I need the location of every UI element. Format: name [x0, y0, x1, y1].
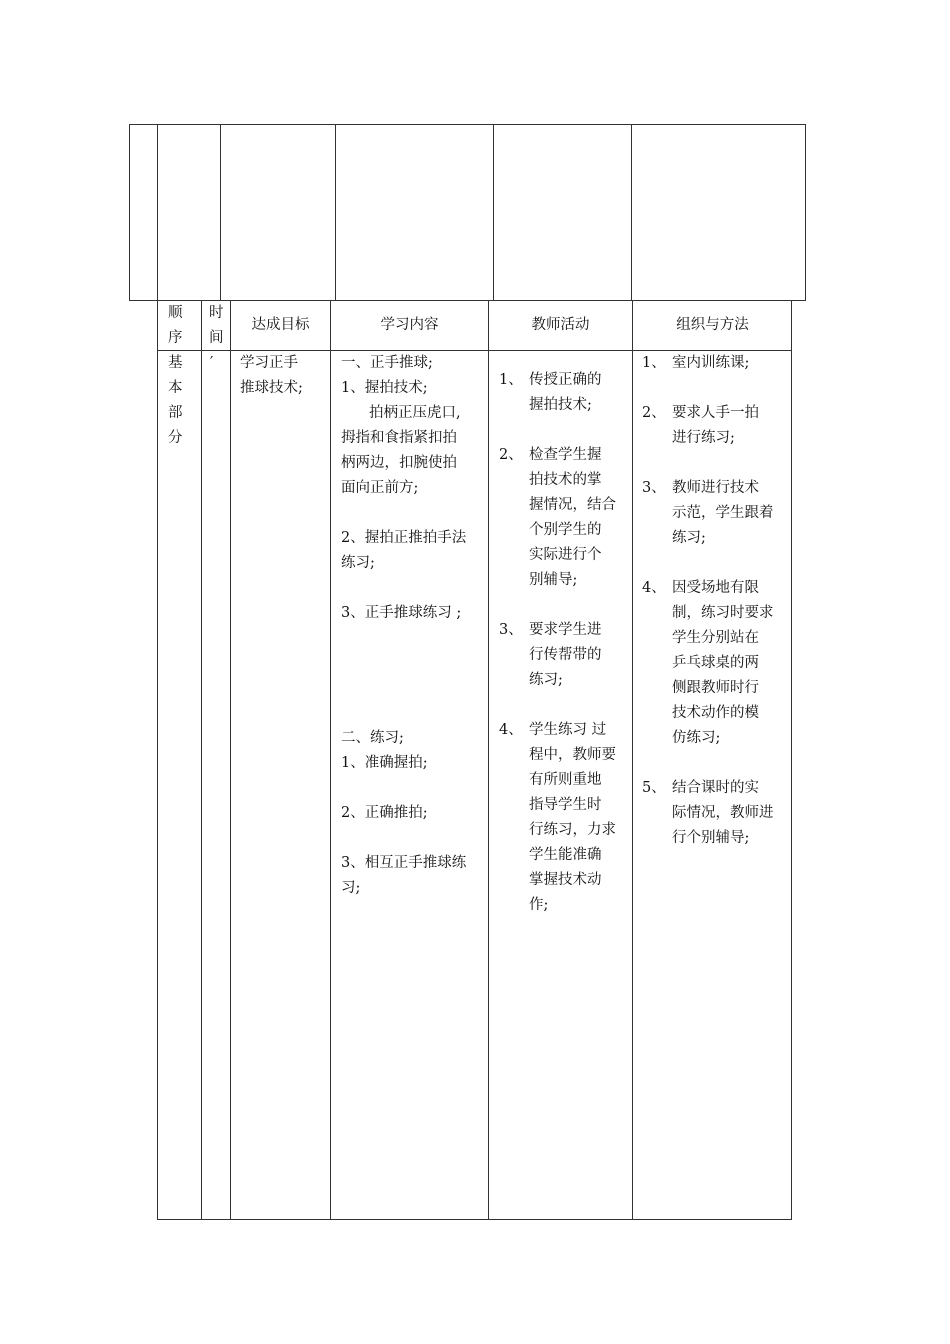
header-teacher: 教师活动	[531, 317, 590, 333]
upper-table-divider	[157, 124, 158, 301]
content-section-title: 一、正手推球;	[341, 355, 433, 371]
teacher-item: 2、 检查学生握 拍技术的掌 握情况，结合 个别学生的 实际进行个 别辅导;	[499, 447, 616, 588]
content-item: 3、相互正手推球练	[341, 855, 467, 871]
content-item: 2、正确推拍;	[341, 805, 428, 821]
teacher-item: 4、 学生练习 过 程中，教师要 有所则重地 指导学生时 行练习，力求 学生能准确 掌握技术动 作;	[499, 722, 616, 913]
teacher-item: 3、 要求学生进 行传帮带的 练习;	[499, 622, 602, 688]
content-item: 3、正手推球练习 ;	[341, 605, 462, 621]
content-item: 2、握拍正推拍手法	[341, 530, 467, 546]
order-cell: 基 本 部 分	[168, 355, 183, 446]
upper-table-divider	[493, 124, 494, 301]
content-desc: 拍柄正压虎口,	[369, 405, 461, 421]
upper-empty-table	[129, 124, 806, 301]
content-item: 1、握拍技术;	[341, 380, 428, 396]
content-cell	[341, 351, 483, 901]
column-divider	[632, 300, 633, 1220]
teacher-item: 1、 传授正确的 握拍技术;	[499, 372, 602, 413]
header-goal: 达成目标	[251, 317, 310, 333]
column-divider	[230, 300, 231, 1220]
content-desc: 面向正前方;	[341, 480, 419, 496]
method-item: 2、 要求人手一拍 进行练习;	[642, 405, 759, 446]
method-cell	[642, 351, 784, 851]
header-order: 顺 序	[168, 305, 183, 346]
teacher-cell	[499, 368, 625, 918]
upper-table-divider	[335, 124, 336, 301]
content-section-title: 二、练习;	[341, 730, 404, 746]
time-cell: ′	[210, 355, 214, 371]
upper-table-divider	[220, 124, 221, 301]
method-item: 3、 教师进行技术 示范，学生跟着 练习;	[642, 480, 774, 546]
method-item: 4、 因受场地有限 制，练习时要求 学生分别站在 乒乓球桌的两 侧跟教师时行 技术动作的模 仿练习;	[642, 580, 774, 746]
header-content: 学习内容	[380, 317, 439, 333]
header-method: 组织与方法	[676, 317, 749, 333]
content-desc: 拇指和食指紧扣拍	[341, 430, 457, 446]
upper-table-divider	[631, 124, 632, 301]
column-divider	[488, 300, 489, 1220]
method-item: 1、 室内训练课;	[642, 355, 750, 371]
column-divider	[201, 300, 202, 1220]
content-item: 1、准确握拍;	[341, 755, 428, 771]
header-time: 时 间	[209, 305, 224, 346]
content-item: 练习;	[341, 555, 375, 571]
method-item: 5、 结合课时的实 际情况，教师进 行个别辅导;	[642, 780, 774, 846]
content-desc: 柄两边，扣腕使拍	[341, 455, 457, 471]
goal-cell: 学习正手 推球技术;	[240, 355, 303, 396]
content-item: 习;	[341, 880, 361, 896]
column-divider	[330, 300, 331, 1220]
